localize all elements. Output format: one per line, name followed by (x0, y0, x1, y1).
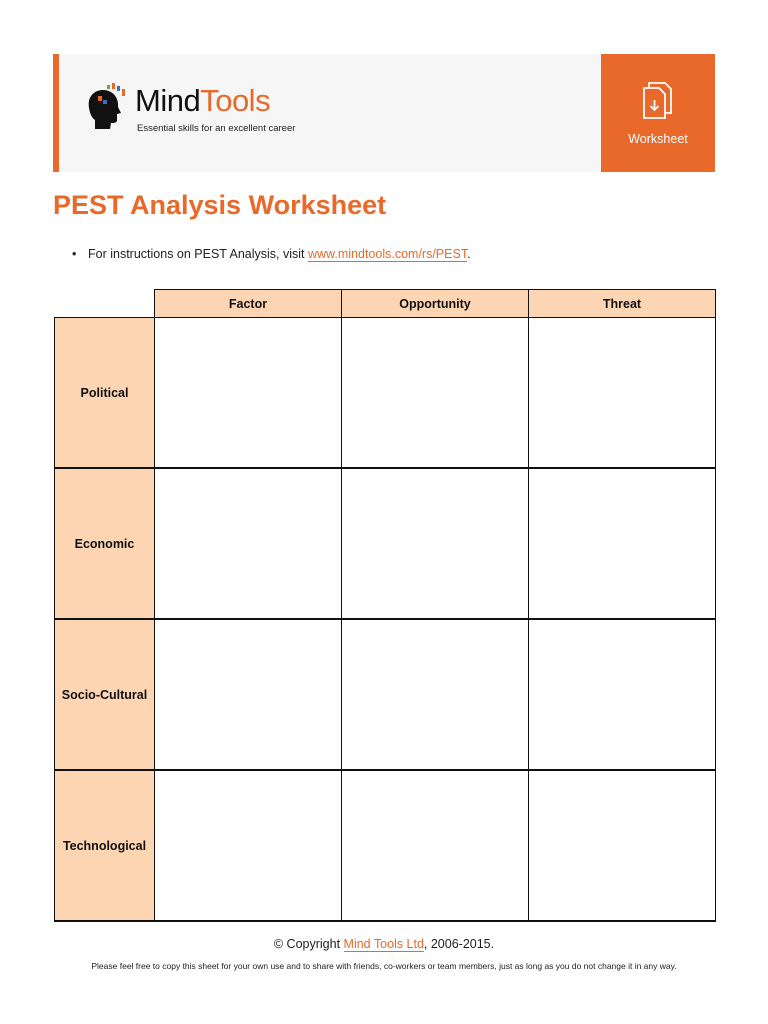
copyright-suffix: , 2006-2015. (423, 937, 495, 951)
worksheet-badge (601, 54, 715, 172)
usage-notice: Please feel free to copy this sheet for your own use and to share with friends, co-workers or team members, just as long as you do not change it in any way. (91, 961, 677, 971)
political-opportunity-cell[interactable] (342, 318, 529, 469)
table-row (55, 770, 716, 921)
instructions-line (72, 247, 471, 261)
logo-mind-text: Mind (135, 83, 201, 118)
column-header-factor: Factor (155, 290, 342, 318)
logo-wordmark (135, 84, 270, 118)
economic-opportunity-cell[interactable] (342, 468, 529, 619)
instructions-suffix: . (467, 247, 471, 261)
column-header-threat: Threat (529, 290, 716, 318)
instructions-text: For instructions on PEST Analysis, visit (88, 247, 308, 261)
row-header-economic: Economic (55, 468, 155, 619)
table-row (55, 619, 716, 770)
page-title: PEST Analysis Worksheet (53, 190, 387, 220)
header-banner (53, 54, 715, 172)
economic-threat-cell[interactable] (529, 468, 716, 619)
head-logo-icon (83, 82, 129, 134)
copyright-prefix: © Copyright (273, 937, 344, 951)
column-header-opportunity: Opportunity (342, 290, 529, 318)
document-download-icon (639, 80, 677, 120)
economic-factor-cell[interactable] (155, 468, 342, 619)
logo-tools-text: Tools (200, 83, 271, 118)
socio-cultural-opportunity-cell[interactable] (342, 619, 529, 770)
bullet-marker: • (72, 247, 77, 261)
instructions-link[interactable]: www.mindtools.com/rs/PEST (308, 247, 468, 261)
pest-table (54, 289, 716, 922)
technological-factor-cell[interactable] (155, 770, 342, 921)
row-header-technological: Technological (55, 770, 155, 921)
table-row (55, 468, 716, 619)
row-header-political: Political (55, 318, 155, 469)
table-corner (55, 290, 155, 318)
socio-cultural-factor-cell[interactable] (155, 619, 342, 770)
row-header-socio-cultural: Socio-Cultural (55, 619, 155, 770)
worksheet-badge-label: Worksheet (628, 132, 688, 146)
header-accent-bar (53, 54, 59, 172)
mindtools-logo[interactable] (83, 82, 323, 142)
copyright-link[interactable]: Mind Tools Ltd (343, 937, 424, 951)
technological-threat-cell[interactable] (529, 770, 716, 921)
logo-tagline: Essential skills for an excellent career (137, 123, 296, 134)
technological-opportunity-cell[interactable] (342, 770, 529, 921)
socio-cultural-threat-cell[interactable] (529, 619, 716, 770)
copyright-line (0, 937, 768, 951)
political-factor-cell[interactable] (155, 318, 342, 469)
political-threat-cell[interactable] (529, 318, 716, 469)
table-row (55, 318, 716, 469)
